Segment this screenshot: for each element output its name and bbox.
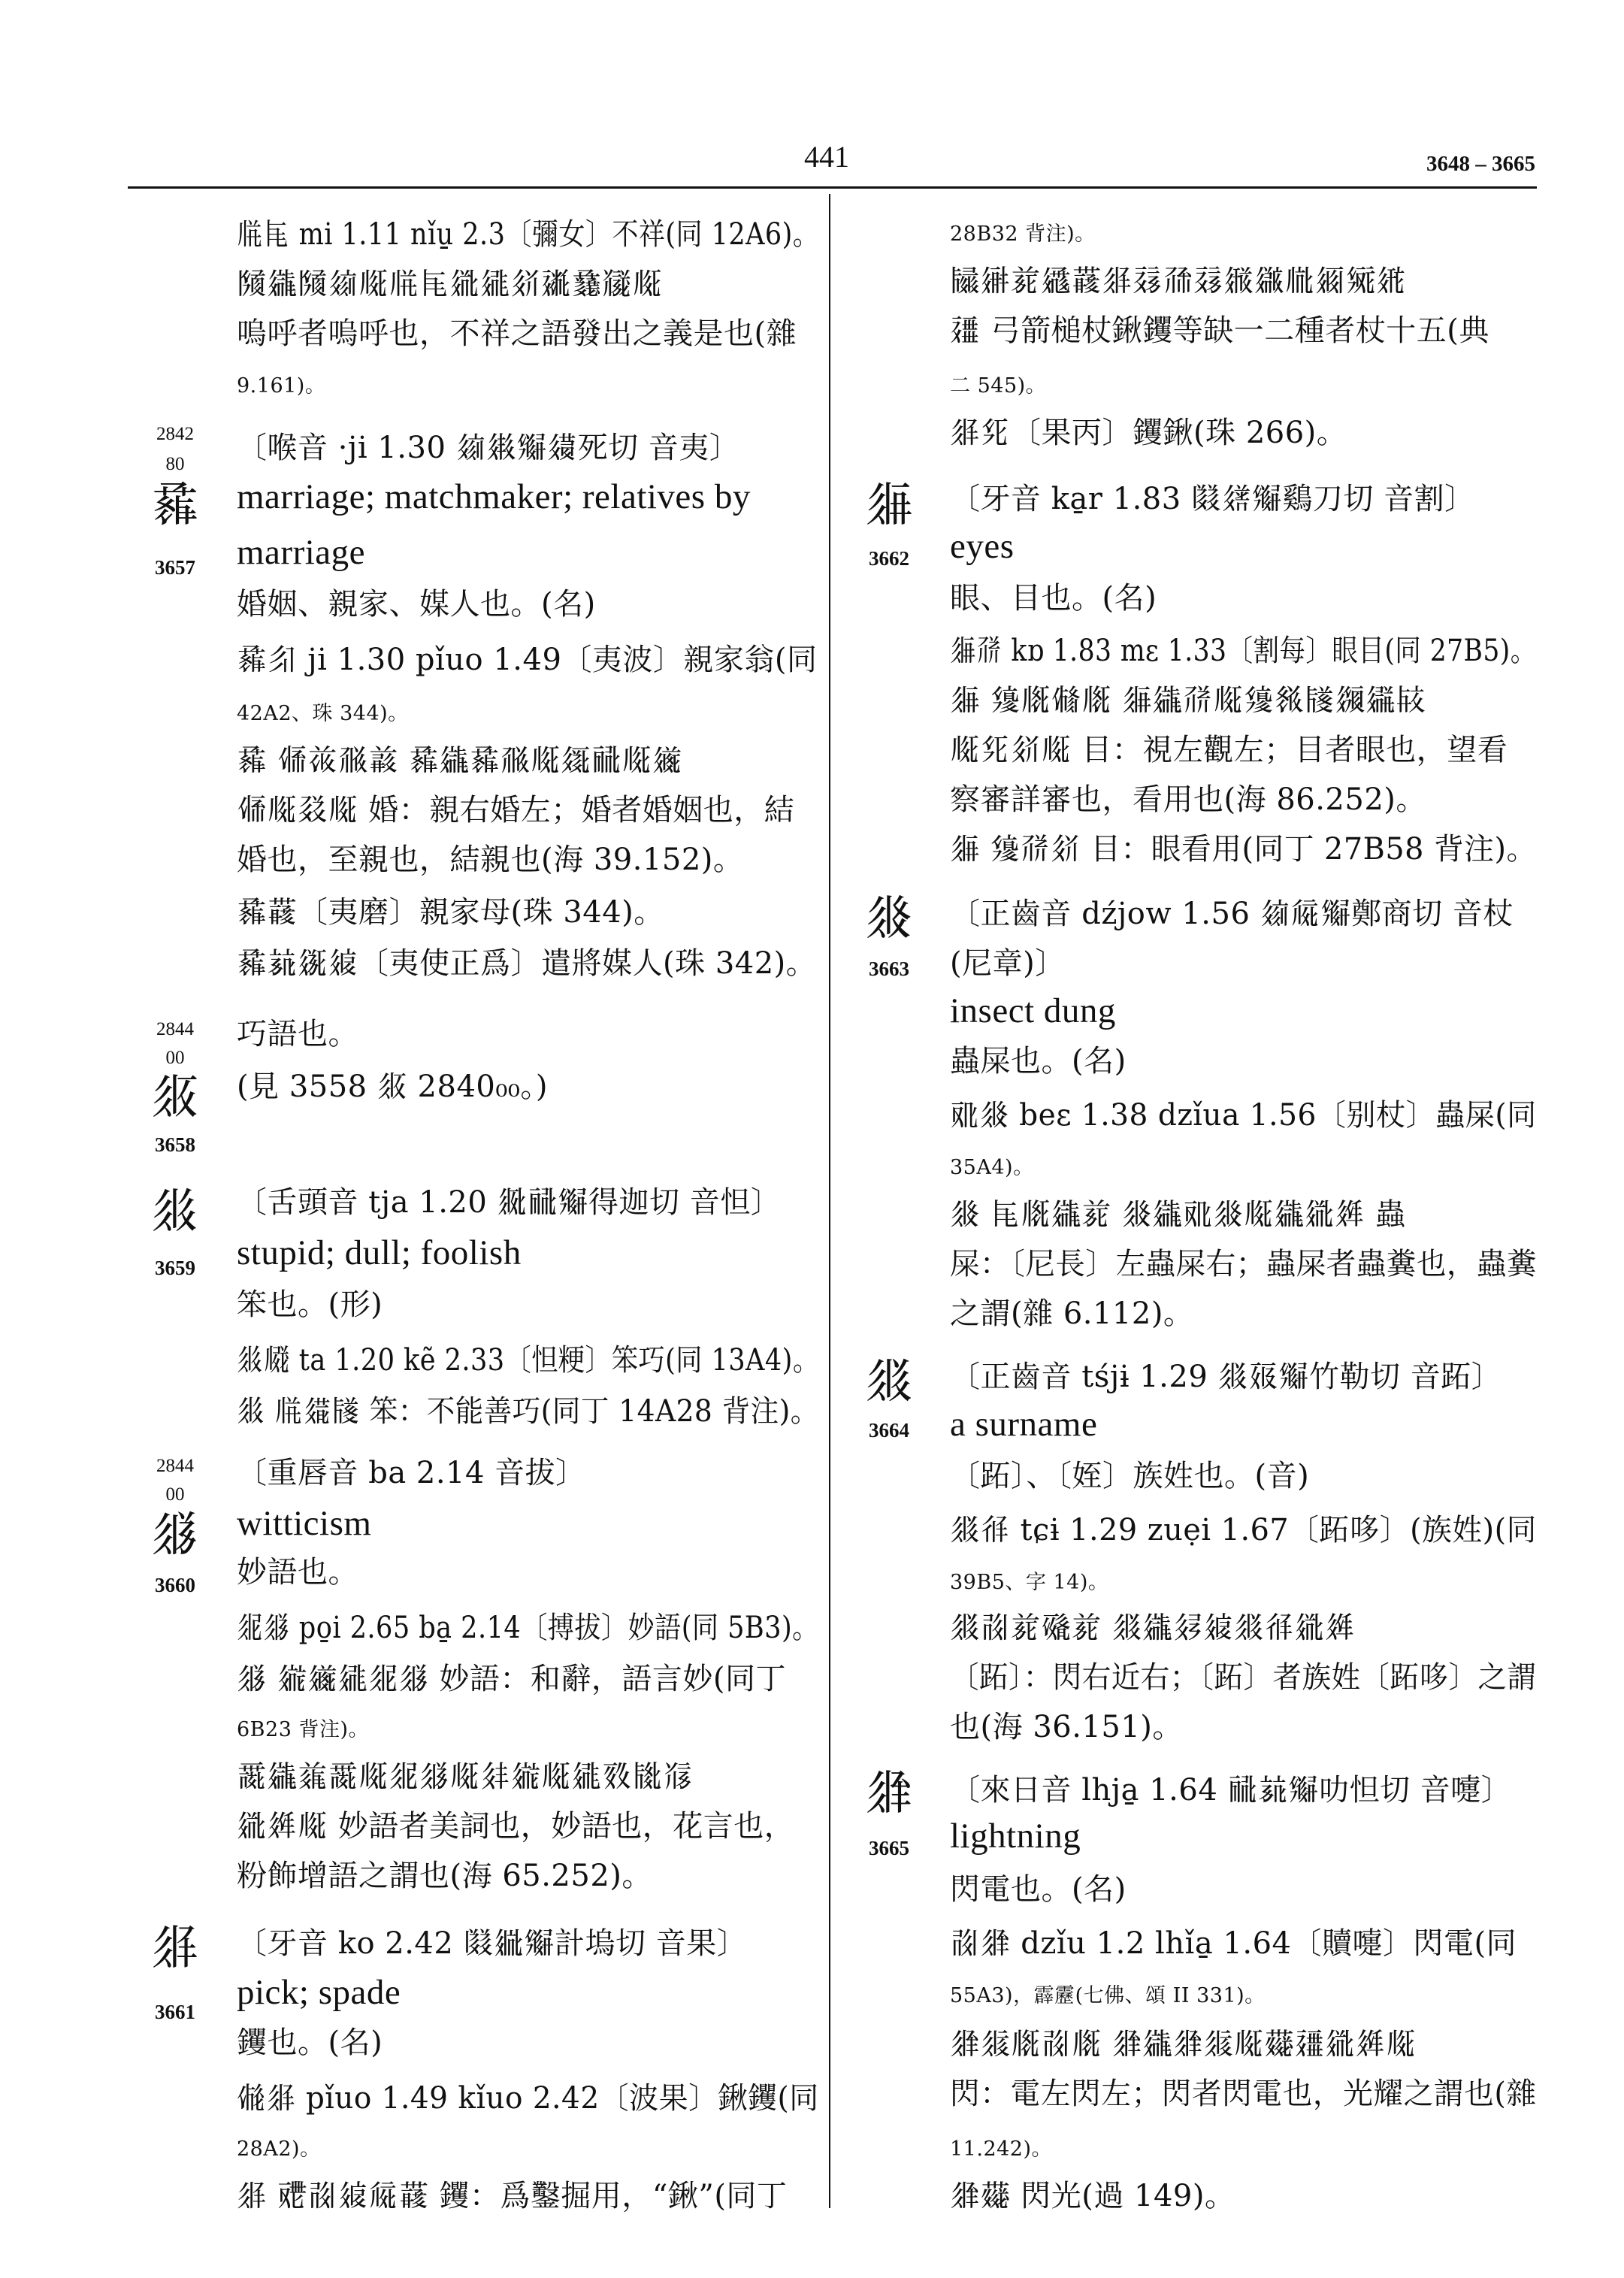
text-line: 𗡸 弓箭槌杖鍬钁等缺一二種者杖十五(典 — [950, 313, 1489, 348]
text-line: 閃：電左閃左；閃者閃電也，光耀之謂也(雜 — [950, 2077, 1537, 2111]
english-gloss: stupid; dull; foolish — [237, 1233, 522, 1272]
entry-number: 3664 — [869, 1419, 909, 1442]
text-line: 𗼌𗗗 kɒ 1.83 mɛ 1.33〔割每〕眼目(同 27B5)。 — [950, 634, 1537, 668]
text-line: 嗚呼者嗚呼也，不祥之語發出之義是也(雜 — [237, 316, 797, 351]
english-gloss: marriage — [237, 533, 366, 572]
headword-glyph: 𗼈 — [151, 1184, 199, 1239]
text-line: 𗼊𗼉 po̱i 2.65 ba̱ 2.14〔搏拔〕妙語(同 5B3)。 — [237, 1611, 819, 1645]
text-line: 𗼏𗼐𗅋𗰖𗅋 𗼏𗪘𗼏𗼐𗅉𗞴𗡸𗥦𗤶𗅉 — [950, 2027, 1417, 2062]
text-line: 𗵘𗪘𗒀𗵘𗅉𗼊𗼉𗅉𗢳𗨁𗅉𗧓𗸦𗡼𗭼 — [237, 1759, 694, 1794]
text-line: 屎：〔尼長〕左蟲屎右；蟲屎者蟲糞也，蟲糞 — [950, 1247, 1537, 1281]
text-line: 𗼉 𗨁𗫂𗧓𗼊𗼉 妙語：和辭，語言妙(同丁 — [237, 1662, 787, 1696]
english-gloss: insect dung — [950, 991, 1116, 1030]
entry-number: 3659 — [155, 1257, 195, 1279]
english-gloss: marriage; matchmaker; relatives by — [237, 477, 751, 516]
entry-number: 3660 — [155, 1574, 195, 1596]
text-line: 也(海 36.151)。 — [950, 1710, 1183, 1744]
entry-number: 3658 — [155, 1133, 195, 1156]
text-line: 𗰖𗼏 dzǐu 1.2 lhǐa̱ 1.64〔贖嚏〕閃電(同 — [950, 1926, 1517, 1961]
text-line: 〔舌頭音 tja 1.20 𗼒𗟻𗌗得迦切 音怛〕 — [237, 1185, 782, 1220]
english-gloss: eyes — [950, 527, 1015, 566]
text-line: 粉飾增語之謂也(海 65.252)。 — [237, 1859, 652, 1893]
text-line: 巧語也。 — [237, 1017, 358, 1051]
text-line: 〔跖〕：閃右近右；〔跖〕者族姓〔跖哆〕之謂 — [950, 1660, 1537, 1695]
text-line: 𗂧𗪘𗂧𗦻𗅉𗄼𗹭𗥦𗧓𗢿𗡶𗲼𗮔𗅉 — [237, 267, 663, 301]
text-line: 𗼌 𗋻𗗗𗢿 目：眼看用(同丁 27B58 背注)。 — [950, 832, 1537, 867]
text-line: 𗼈𗆧 ta 1.20 kẽ 2.33〔怛粳〕笨巧(同 13A4)。 — [237, 1343, 820, 1378]
text-line: 28B32 背注)。 — [950, 222, 1096, 246]
text-line: 婚也，至親也，結親也(海 39.152)。 — [237, 843, 744, 877]
entry-code: 2844 — [156, 1456, 194, 1476]
text-line: 6B23 背注)。 — [237, 1718, 369, 1741]
entry-code: 2844 — [156, 1019, 194, 1039]
text-line: 閃電也。(名) — [950, 1872, 1127, 1907]
text-line: 之謂(雜 6.112)。 — [950, 1296, 1194, 1331]
text-line: 𗼋 𗠷𗰖𗦺𗏁𗞞 钁：爲鑿掘用，“鍬”(同丁 — [237, 2179, 788, 2213]
text-line: 𗼏𗞴 閃光(過 149)。 — [950, 2179, 1235, 2213]
text-line: 28A2)。 — [237, 2137, 321, 2161]
text-line: 39B5、字 14)。 — [950, 1571, 1109, 1594]
text-line: 𗲅𗼃 ji 1.30 pǐuo 1.49〔夷波〕親家翁(同 — [237, 643, 818, 677]
entry-number: 3665 — [869, 1837, 909, 1859]
english-gloss: a surname — [950, 1405, 1098, 1444]
text-line: 𗼌 𗋻𗅋𗃵𗅋 𗼌𗪘𗗗𗅉𗋻𗬩𗡽𗨴𗪪𗢀 — [950, 683, 1426, 718]
entry-code: 00 — [165, 1048, 185, 1068]
text-line: 𗲅 𗃝𗐲𗳌𗓁 𗲅𗪘𗲅𗳌𗅉𗧯𗟻𗅉𗫂 — [237, 743, 683, 778]
text-line: 〔牙音 ka̱r 1.83 𗂸𗨐𗌗鷄刀切 音割〕 — [950, 482, 1475, 516]
column-divider — [829, 194, 830, 2208]
text-line: 察審詳審也，看用也(海 86.252)。 — [950, 782, 1426, 817]
english-gloss: lightning — [950, 1817, 1081, 1856]
text-line: 〔喉音 ·ji 1.30 𗦻𗦈𗌗𗩈死切 音夷〕 — [237, 431, 740, 465]
entry-number: 3663 — [869, 957, 909, 980]
text-line: 𗼎𗢏 tɕɨ 1.29 zuẹi 1.67〔跖哆〕(族姓)(同 — [950, 1513, 1537, 1547]
entry-code: 00 — [165, 1484, 185, 1505]
text-line: 妙語也。 — [237, 1555, 358, 1590]
headword-glyph: 𗼎 — [865, 1354, 913, 1409]
text-line: 〔正齒音 dźjow 1.56 𗦻𗏁𗌗鄭商切 音杖 — [950, 897, 1514, 931]
text-line: 𗥦𗤶𗅉 妙語者美詞也，妙語也，花言也， — [237, 1809, 795, 1844]
headword-glyph: 𗲅 — [151, 477, 199, 533]
text-line: 𗅉𗉺𗢿𗅉 目：視左觀左；目者眼也，望看 — [950, 733, 1508, 767]
entry-number: 3661 — [155, 2001, 195, 2023]
text-line: 〔跖〕、〔姪〕族姓也。(音) — [950, 1459, 1310, 1493]
text-line: 42A2、珠 344)。 — [237, 702, 409, 725]
text-line: 𗠅𗼍 beɛ 1.38 dzǐua 1.56〔别杖〕蟲屎(同 — [950, 1098, 1537, 1133]
headword-glyph: 𗼏 — [865, 1765, 913, 1821]
english-gloss: pick; spade — [237, 1973, 401, 2012]
text-line: 55A3)，霹靂(七佛、頌 II 331)。 — [950, 1984, 1266, 2007]
text-line: 钁也。(名) — [237, 2025, 383, 2060]
entry-code: 80 — [165, 454, 185, 474]
text-line: 眼、目也。(名) — [950, 581, 1157, 616]
text-line: 蟲屎也。(名) — [950, 1044, 1127, 1078]
headword-glyph: 𗼋 — [151, 1920, 199, 1976]
text-line: 𗡾𗦚𗐱𗪰𗞞𗼋𗡬𗗙𗡬𗨽𗫡𗄻𗥃𗋁𗤽 — [950, 264, 1407, 298]
text-line: 〔來日音 lhja̱ 1.64 𗟻𗭪𗌗叻怛切 音嚏〕 — [950, 1773, 1512, 1808]
entry-number: 3662 — [869, 547, 909, 570]
text-line: 11.242)。 — [950, 2137, 1053, 2161]
text-line: 婚姻、親家、媒人也。(名) — [237, 587, 596, 622]
text-line: 𗃝𗅉𗳦𗅉 婚：親右婚左；婚者婚姻也，結 — [237, 793, 795, 827]
text-line: 𗼎𗰖𗐱𗹛𗐱 𗼎𗪘𗢮𗦺𗼎𗢏𗥦𗤶 — [950, 1611, 1356, 1645]
text-line: 𗼈 𗄼𗧨𗡽 笨：不能善巧(同丁 14A28 背注)。 — [237, 1394, 819, 1429]
headword-glyph: 𗼍 — [865, 891, 913, 946]
english-gloss: witticism — [237, 1504, 372, 1543]
text-line: 〔牙音 ko 2.42 𗂸𗥔𗌗計塢切 音果〕 — [237, 1926, 748, 1961]
text-line: 𗃡𗼋 pǐuo 1.49 kǐuo 2.42〔波果〕鍬钁(同 — [237, 2081, 819, 2116]
text-line: 二 545)。 — [950, 374, 1047, 398]
text-line: 〔重唇音 ba 2.14 音拔〕 — [237, 1456, 586, 1490]
text-line: (尼章)〕 — [950, 946, 1066, 981]
text-line: 𗄼𗹭 mi 1.11 nǐu̱ 2.3〔彌女〕不祥(同 12A6)。 — [237, 217, 820, 252]
headword-glyph: 𗼉 — [151, 1507, 199, 1563]
headword-glyph: 𗼌 — [865, 477, 913, 533]
text-line: 笨也。(形) — [237, 1287, 383, 1322]
text-line: 𗲅𗭪𗥮𗦺〔夷使正爲〕遣將媒人(珠 342)。 — [237, 946, 817, 981]
header-rule — [128, 186, 1537, 189]
headword-glyph: 𗼇 — [151, 1069, 199, 1125]
text-line: 〔正齒音 tśjɨ 1.29 𗼎𗡞𗌗竹勒切 音跖〕 — [950, 1360, 1502, 1394]
entry-number: 3657 — [155, 556, 195, 579]
text-line: 9.161)。 — [237, 374, 326, 398]
text-line: (見 3558 𗼇 2840₀₀。) — [237, 1069, 549, 1104]
entry-code: 2842 — [156, 424, 194, 444]
text-line: 𗼍 𗹭𗅋𗪘𗐱 𗼍𗪘𗠅𗼍𗅉𗪘𗥦𗤶 蟲 — [950, 1197, 1406, 1232]
entry-range: 3648 – 3665 — [1426, 152, 1535, 176]
text-line: 35A4)。 — [950, 1156, 1034, 1179]
page-number: 441 — [804, 140, 849, 174]
text-line: 𗼋𗉺〔果丙〕钁鍬(珠 266)。 — [950, 416, 1347, 450]
text-line: 𗲅𗞞〔夷磨〕親家母(珠 344)。 — [237, 895, 664, 930]
